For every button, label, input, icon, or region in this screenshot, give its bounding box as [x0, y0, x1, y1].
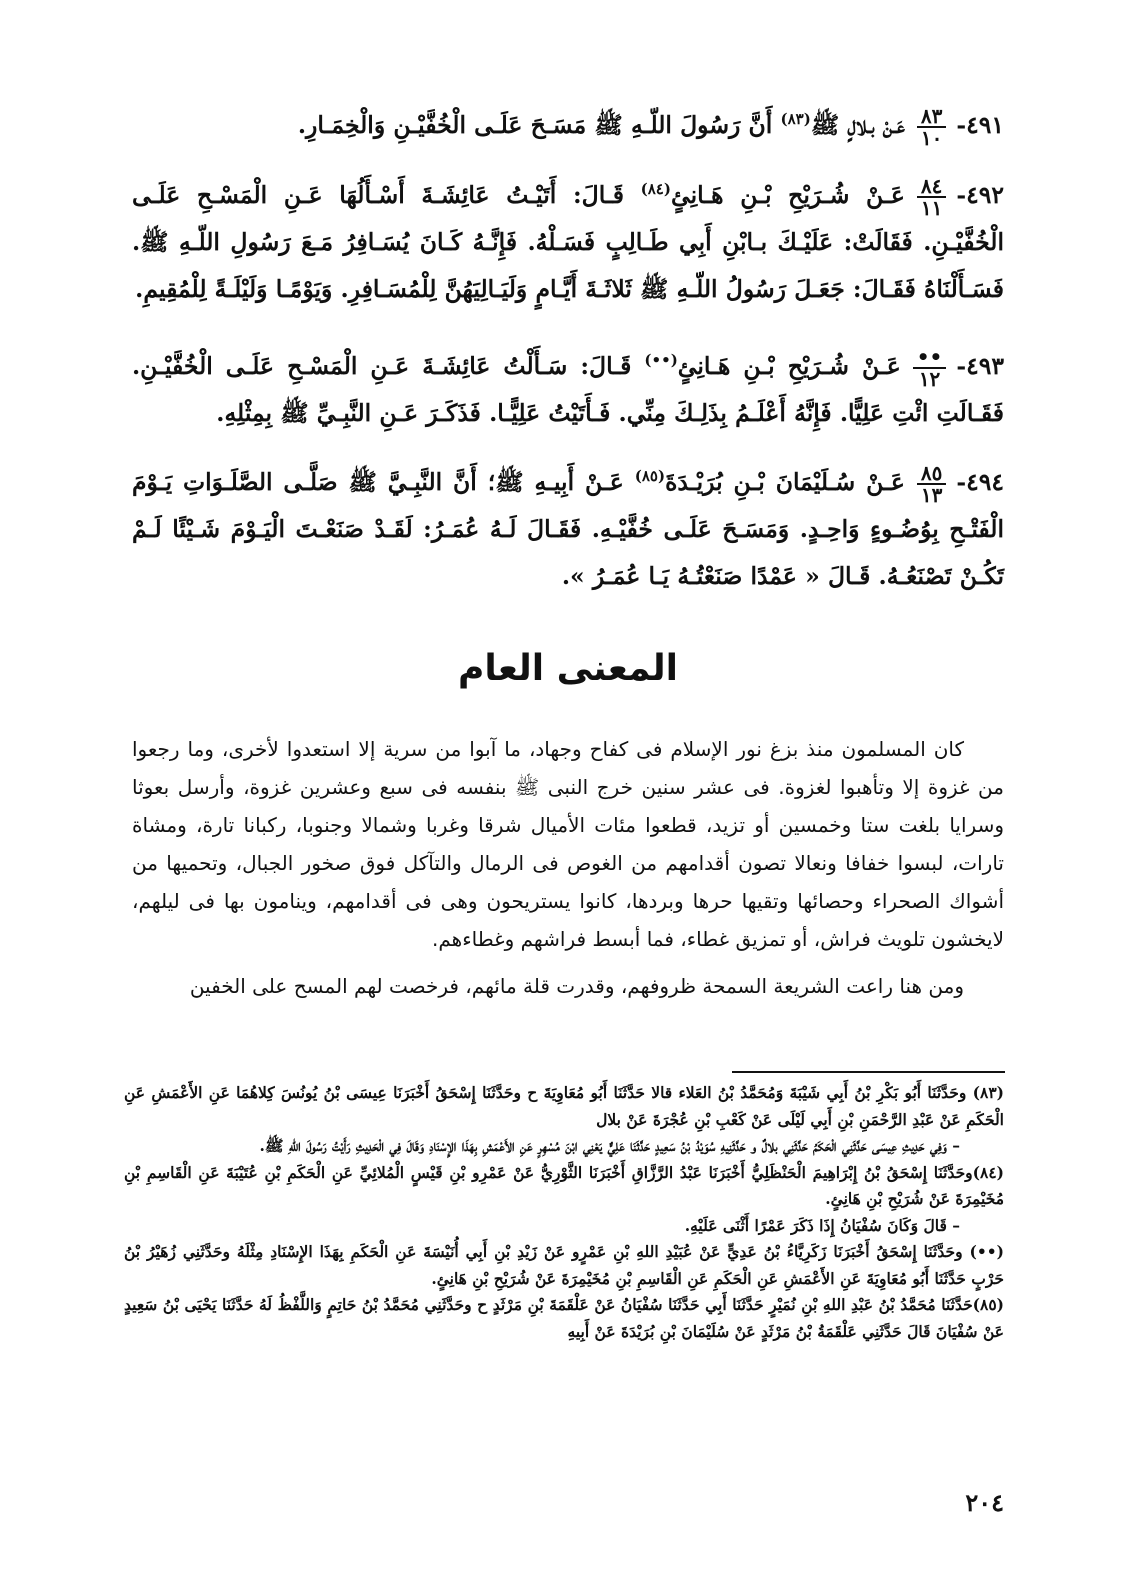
footnote-text: وحَدَّثَنَا إِسْحَقُ بْنُ إِبْرَاهِيمَ الْحَنْظَلِيُّ أَخْبَرَنَا عَبْدُ الرَّزَّاقِ أَخْبَرَنَا الثَّوْرِيُّ عَنْ عَمْرِو بْنِ قَيْسٍ الْمُلائِيِّ عَنِ الْحَكَمِ بْنِ عُتَيْبَةَ عَنِ الْقَاسِمِ بْنِ مُخَيْمِرَةَ عَنْ شُرَيْحِ بْنِ هَانِئٍ.: [124, 1162, 1004, 1208]
footnotes: [124, 1080, 1004, 1345]
hadith-text: قَـالَ: سَـأَلْتُ عَائِشَـةَ عَـنِ الْمَسْـحِ عَلَـى الْخُفَّيْـنِ. فَقَـالَتِ ائْتِ عَلِيًّا. فَإِنَّهُ أَعْلَـمُ بِذَلِـكَ مِنِّي. فَـأَتَيْتُ عَلِيًّـا. فَذَكَـرَ عَـنِ النَّبِـيِّ ﷺ بِمِثْلِهِ.: [132, 352, 1004, 427]
hadith-number: ٤٩٢-: [956, 181, 1004, 209]
hadith-text: عَـنْ شُـرَيْحِ بْـنِ هَـانِئٍ: [677, 352, 901, 380]
footnote-text: وحَدَّثَنَا إِسْحَقُ أَخْبَرَنَا زَكَرِيَّاءُ بْنُ عَدِيٍّ عَنْ عُبَيْدِ اللهِ بْنِ عَمْرٍو عَنْ زَيْدِ بْنِ أَبِي أُنَيْسَةَ عَنِ الْحَكَمِ بِهَذَا الإِسْنَادِ مِثْلَهُ وحَدَّثَنِي زُهَيْرُ بْنُ حَرْبٍ حَدَّثَنَا أَبُو مُعَاوِيَةَ عَنِ الأَعْمَشِ عَنِ الْحَكَمِ عَنِ الْقَاسِمِ بْنِ مُخَيْمِرَةَ عَنْ شُرَيْحِ بْنِ هَانِئٍ.: [124, 1242, 1004, 1288]
footnote-text: حَدَّثَنَا مُحَمَّدُ بْنُ عَبْدِ اللهِ بْنِ نُمَيْرٍ حَدَّثَنَا أَبِي حَدَّثَنَا سُفْيَانُ عَنْ عَلْقَمَةَ بْنِ مَرْثَدٍ ح وحَدَّثَنِي مُحَمَّدُ بْنُ حَاتِمٍ وَاللَّفْظُ لَهُ حَدَّثَنَا يَحْيَى بْنُ سَعِيدٍ عَنْ سُفْيَانَ قَالَ حَدَّثَنِي عَلْقَمَةُ بْنُ مَرْثَدٍ عَنْ سُلَيْمَانَ بْنِ بُرَيْدَةَ عَنْ أَبِيهِ: [124, 1295, 1004, 1341]
footnote-reference: (٨٤): [640, 180, 671, 199]
hadith-number: ٤٩١-: [956, 111, 1004, 139]
footnote-marker: (٨٤): [972, 1162, 1004, 1182]
hadith-text: عَـنْ بـلالٍ ﷺ: [810, 111, 905, 139]
footnote-separator: [732, 1071, 1005, 1073]
footnote-marker: (••): [969, 1242, 1004, 1261]
footnote-marker: (٨٥): [972, 1295, 1004, 1314]
footnote-continuation: – وَفِي حَدِيثِ عِيسَى حَدَّثَنِي الْحَكَمُ حَدَّثَنِي بلالٌ و حَدَّثَنِيهِ سُوَيْدُ بْنُ سَعِيدٍ حَدَّثَنَا عَلِيٌّ يَعْنِي ابْنَ مُسْهِرٍ عَنِ الأَعْمَشِ بِهَذَا الإِسْنَادِ وَقَالَ فِي الْحَدِيثِ رَأَيْتُ رَسُولَ اللّهِ ﷺ.: [259, 1136, 960, 1155]
footnote-00: [124, 1239, 1004, 1292]
hadith-reference: $\frac{٨٣}{١٠}$: [917, 106, 946, 148]
commentary: [132, 730, 1004, 1005]
footnote-reference: (••): [644, 351, 678, 370]
footnote-marker: (٨٣): [972, 1083, 1004, 1102]
footnote-85: [124, 1292, 1004, 1345]
hadith-text: أَنَّ رَسُولَ اللّـهِ ﷺ مَسَـحَ عَلَـى الْخُفَّيْـنِ وَالْخِمَـارِ.: [297, 111, 781, 139]
footnote-reference: (٨٣): [780, 110, 811, 129]
hadith-492: [132, 172, 1004, 313]
hadith-number: ٤٩٣-: [956, 352, 1004, 380]
footnote-84: [124, 1160, 1004, 1213]
hadith-reference: $\frac{٨٥}{١٣}$: [917, 463, 946, 505]
footnote-83: [124, 1080, 1004, 1133]
page-number: ٢٠٤: [965, 1488, 1004, 1517]
hadith-493: [132, 343, 1004, 437]
hadith-number: ٤٩٤-: [956, 468, 1005, 496]
footnote-reference: (٨٥): [634, 467, 666, 486]
commentary-paragraph: ومن هنا راعت الشريعة السمحة ظروفهم، وقدرت قلة مائهم، فرخصت لهم المسح على الخفين: [189, 974, 964, 998]
hadith-reference: $\frac{••}{١٢}$: [913, 347, 947, 389]
hadith-text: عَـنْ أَبِيـهِ ﷺ؛ أَنَّ النَّبِـيَّ ﷺ صَلَّـى الصَّلَـوَاتِ يَـوْمَ الْفَتْـحِ بِوُضُـوءٍ وَاحِـدٍ. وَمَسَـحَ عَلَـى خُفَّيْـهِ. فَقَـالَ لَـهُ عُمَـرُ: لَقَـدْ صَنَعْـتَ الْيَـوْمَ شَـيْئًا لَـمْ تَكُـنْ تَصْنَعُـهُ. قَـالَ « عَمْدًا صَنَعْتُـهُ يَـا عُمَـرُ ».: [132, 468, 1004, 590]
hadith-text: عَـنْ سُـلَيْمَانَ بْـنِ بُرَيْـدَةَ: [665, 468, 905, 496]
section-title: المعنى العام: [457, 648, 679, 689]
footnote-continuation: – قَالَ وَكَانَ سُفْيَانُ إِذَا ذَكَرَ عَمْرًا أَثْنَى عَلَيْهِ.: [684, 1215, 960, 1235]
hadith-text: قَـالَ: أَتَيْـتُ عَائِشَـةَ أَسْـأَلُهَا عَـنِ الْمَسْـحِ عَلَـى الْخُفَّيْـنِ. فَقَالَتْ: عَلَيْـكَ بـابْنِ أَبِي طَـالِبٍ فَسَـلْهُ. فَإِنَّـهُ كَـانَ يُسَـافِرُ مَـعَ رَسُولِ اللّـهِ ﷺ. فَسَـأَلْنَاهُ فَقَـالَ: جَعَـلَ رَسُولُ اللّـهِ ﷺ ثَلاثَـةَ أَيَّـامٍ وَلَيَـالِيَهُنَّ لِلْمُسَـافِرِ. وَيَوْمًـا وَلَيْلَـةً لِلْمُقِيمِ.: [132, 181, 1004, 303]
commentary-paragraph: كان المسلمون منذ بزغ نور الإسلام فى كفاح وجهاد، ما آبوا من سرية إلا استعدوا لأخرى، وما رجعوا من غزوة إلا وتأهبوا لغزوة. فى عشر سنين خرج النبى ﷺ بنفسه فى سبع وعشرين غزوة، وأرسل بعوثا وسرايا بلغت ستا وخمسين أو تزيد، قطعوا مئات الأميال شرقا وغربا وشمالا وجنوبا، ركبانا تارة، ومشاة تارات، لبسوا خفافا ونعالا تصون أقدامهم من الغوص فى الرمال والتآكل فوق صخور الجبال، وتحميها من أشواك الصحراء وحصائها وتقيها حرها وبردها، كانوا يستريحون وهى فى أقدامهم، وينامون بها فى ليلهم، لايخشون تلويث فراش، أو تمزيق غطاء، فما أبسط فراشهم وغطاءهم.: [132, 737, 1004, 951]
hadith-text: عَـنْ شُـرَيْحِ بْـنِ هَـانِئٍ: [670, 181, 905, 209]
hadith-494: [132, 459, 1004, 600]
hadith-491: [132, 102, 1004, 149]
hadith-reference: $\frac{٨٤}{١١}$: [917, 176, 946, 218]
footnote-text: وحَدَّثَنَا أَبُو بَكْرِ بْنُ أَبِي شَيْبَةَ وَمُحَمَّدُ بْنُ العَلاء قالا حَدَّثَنَا أَبُو مُعَاوِيَةَ ح وحَدَّثَنَا إِسْحَقُ أَخْبَرَنَا عِيسَى بْنُ يُونُسَ كِلاهُمَا عَنِ الأَعْمَشِ عَنِ الْحَكَمِ عَنْ عَبْدِ الرَّحْمَنِ بْنِ أَبِي لَيْلَى عَنْ كَعْبِ بْنِ عُجْرَةَ عَنْ بلال: [124, 1083, 1004, 1129]
